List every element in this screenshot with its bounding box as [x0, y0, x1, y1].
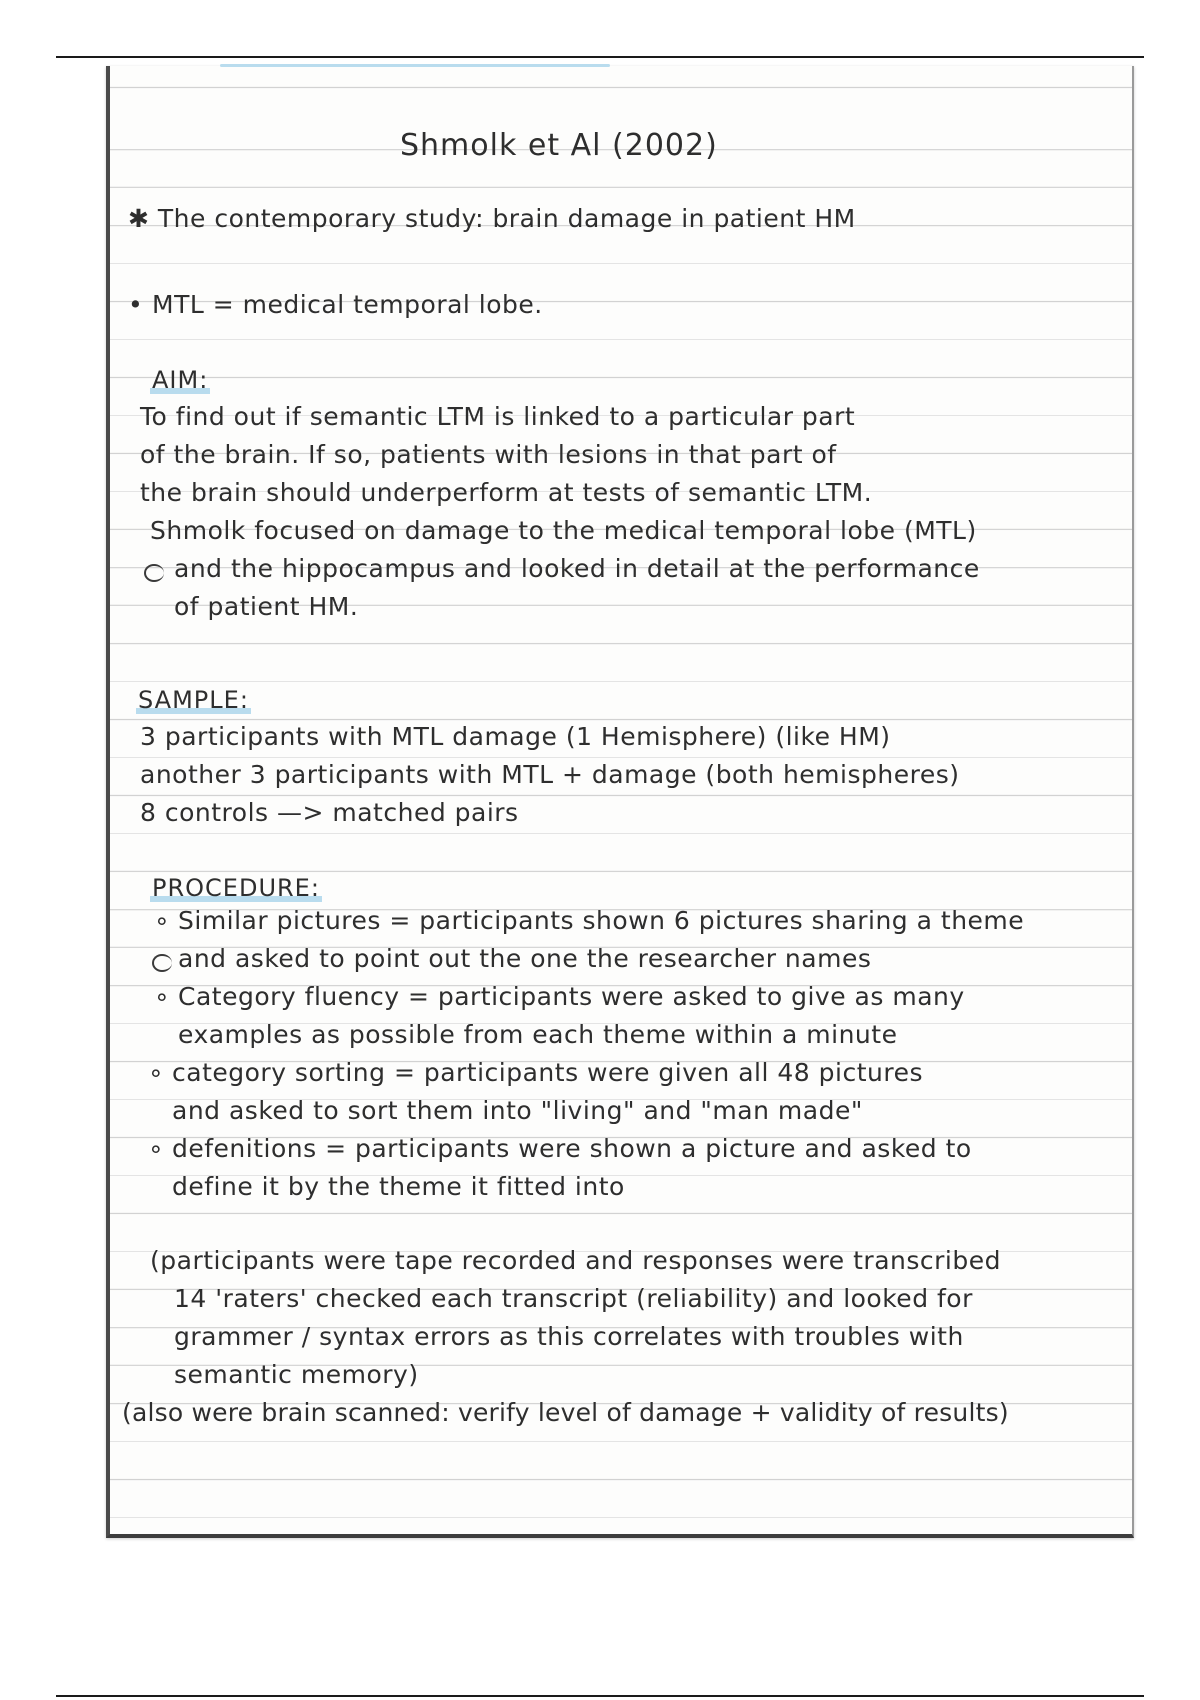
sample-line: 8 controls —> matched pairs — [140, 798, 519, 827]
star-icon: ✱ — [128, 204, 150, 233]
procedure-item — [154, 982, 965, 1011]
aim-line: To find out if semantic LTM is linked to a particular part — [140, 402, 856, 431]
aim-line: of the brain. If so, patients with lesions in that part of — [140, 440, 837, 469]
bottom-rule — [56, 1695, 1144, 1697]
procedure-text: category sorting = participants were given all 48 pictures — [172, 1058, 923, 1087]
procedure-line: define it by the theme it fitted into — [172, 1172, 625, 1201]
page-title: Shmolk et Al (2002) — [400, 128, 718, 163]
intro-line — [128, 204, 856, 233]
aim-line: the brain should underperform at tests of semantic LTM. — [140, 478, 873, 507]
margin-bracket-icon — [144, 564, 164, 582]
sample-heading-text: SAMPLE: — [138, 686, 249, 714]
procedure-line: and asked to sort them into "living" and "man made" — [172, 1096, 863, 1125]
note-line: 14 'raters' checked each transcript (reliability) and looked for — [174, 1284, 973, 1313]
aim-line: Shmolk focused on damage to the medical temporal lobe (MTL) — [150, 516, 977, 545]
sample-line: 3 participants with MTL damage (1 Hemisphere) (like HM) — [140, 722, 891, 751]
bullet-circle-icon: ∘ — [148, 1134, 165, 1163]
procedure-line: and asked to point out the one the researcher names — [178, 944, 872, 973]
notebook-page — [106, 66, 1134, 1538]
note-line: (participants were tape recorded and responses were transcribed — [150, 1246, 1001, 1275]
aim-heading-text: AIM: — [152, 366, 209, 394]
note-line: semantic memory) — [174, 1360, 419, 1389]
bullet-circle-icon: ∘ — [154, 982, 171, 1011]
aim-line: of patient HM. — [174, 592, 359, 621]
sample-heading — [136, 686, 251, 714]
intro-text: The contemporary study: brain damage in patient HM — [157, 204, 856, 233]
bullet-circle-icon: ∘ — [154, 906, 171, 935]
note-line: grammer / syntax errors as this correlates with troubles with — [174, 1322, 964, 1351]
procedure-text: defenitions = participants were shown a picture and asked to — [172, 1134, 972, 1163]
aim-heading — [150, 366, 210, 394]
margin-bracket-icon — [152, 954, 172, 972]
note-line: (also were brain scanned: verify level of damage + validity of results) — [122, 1398, 1009, 1427]
mtl-definition — [128, 290, 543, 319]
procedure-item — [148, 1058, 923, 1087]
procedure-item — [154, 906, 1024, 935]
procedure-text: Category fluency = participants were asked to give as many — [178, 982, 965, 1011]
procedure-text: Similar pictures = participants shown 6 pictures sharing a theme — [178, 906, 1025, 935]
top-rule — [56, 56, 1144, 58]
bullet-circle-icon: ∘ — [148, 1058, 165, 1087]
procedure-line: examples as possible from each theme within a minute — [178, 1020, 898, 1049]
procedure-item — [148, 1134, 972, 1163]
sample-line: another 3 participants with MTL + damage (both hemispheres) — [140, 760, 960, 789]
bullet-dot-icon: • — [128, 290, 144, 319]
mtl-text: MTL = medical temporal lobe. — [152, 290, 543, 319]
highlight-strip — [220, 64, 610, 67]
aim-line: and the hippocampus and looked in detail at the performance — [174, 554, 980, 583]
procedure-heading-text: PROCEDURE: — [152, 874, 320, 902]
procedure-heading — [150, 874, 322, 902]
